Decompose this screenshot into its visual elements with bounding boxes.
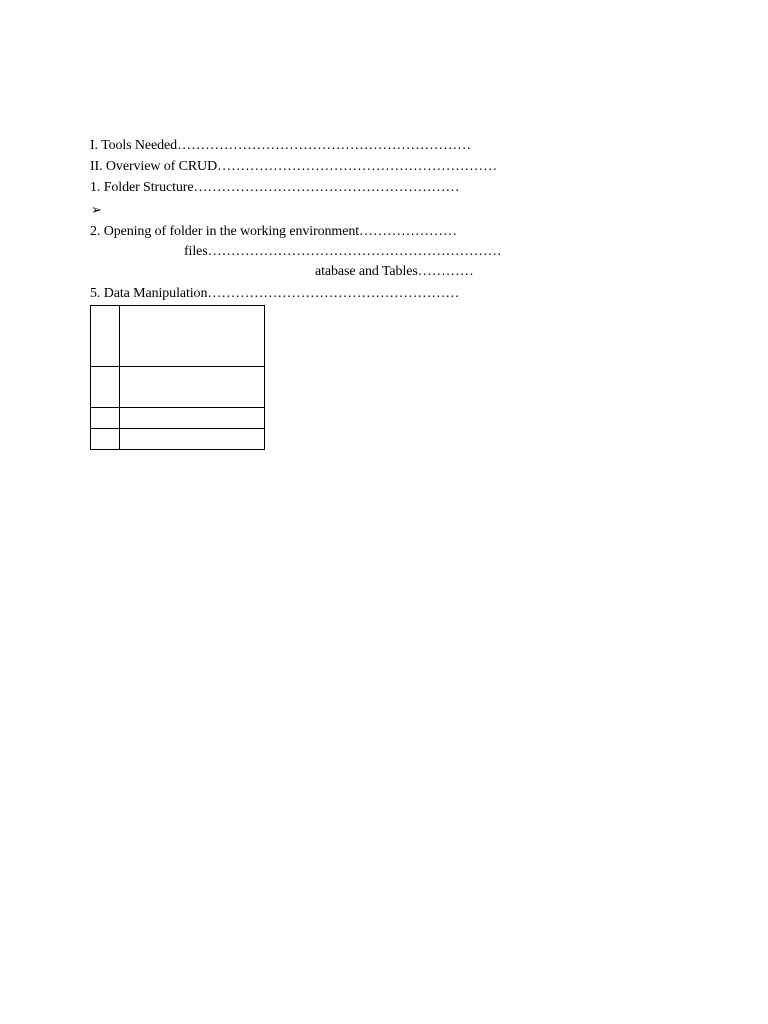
toc-leader-dots: ……………………………………………… — [207, 286, 460, 301]
table-cell — [91, 306, 120, 367]
table-cell — [91, 408, 120, 429]
toc-leader-dots: ………………… — [359, 224, 458, 239]
table-cell — [91, 429, 120, 450]
toc-entry-data-manipulation — [90, 286, 459, 302]
toc-entry-label: I. Tools Needed — [90, 138, 178, 153]
toc-entry-tools-needed — [90, 138, 471, 154]
empty-grid-table — [90, 305, 265, 450]
toc-entry-folder-structure — [90, 180, 459, 196]
toc-leader-dots: ……………………………………………………… — [207, 244, 502, 259]
toc-entry-label: files — [184, 244, 208, 259]
toc-leader-dots: …………………………………………………… — [217, 159, 498, 174]
toc-entry-files — [184, 244, 502, 260]
table-cell — [120, 306, 265, 367]
toc-entry-database-tables — [315, 264, 474, 280]
table-row — [91, 306, 265, 367]
table-cell — [120, 408, 265, 429]
toc-leader-dots: ………………………………………………… — [193, 180, 460, 195]
toc-leader-dots: ………… — [417, 264, 474, 279]
table-cell — [120, 367, 265, 408]
toc-entry-label: atabase and Tables — [315, 264, 418, 279]
table-row — [91, 429, 265, 450]
toc-entry-label: 5. Data Manipulation — [90, 286, 208, 301]
table-row — [91, 367, 265, 408]
toc-entry-label: II. Overview of CRUD — [90, 159, 218, 174]
toc-entry-label: 2. Opening of folder in the working environment — [90, 224, 360, 239]
toc-entry-overview-crud — [90, 159, 497, 175]
toc-entry-opening-folder — [90, 224, 457, 240]
table-cell — [120, 429, 265, 450]
toc-entry-label: 1. Folder Structure — [90, 180, 194, 195]
arrow-bullet-icon: ➢ — [91, 202, 102, 217]
toc-leader-dots: ……………………………………………………… — [177, 138, 472, 153]
table-row — [91, 408, 265, 429]
table-cell — [91, 367, 120, 408]
